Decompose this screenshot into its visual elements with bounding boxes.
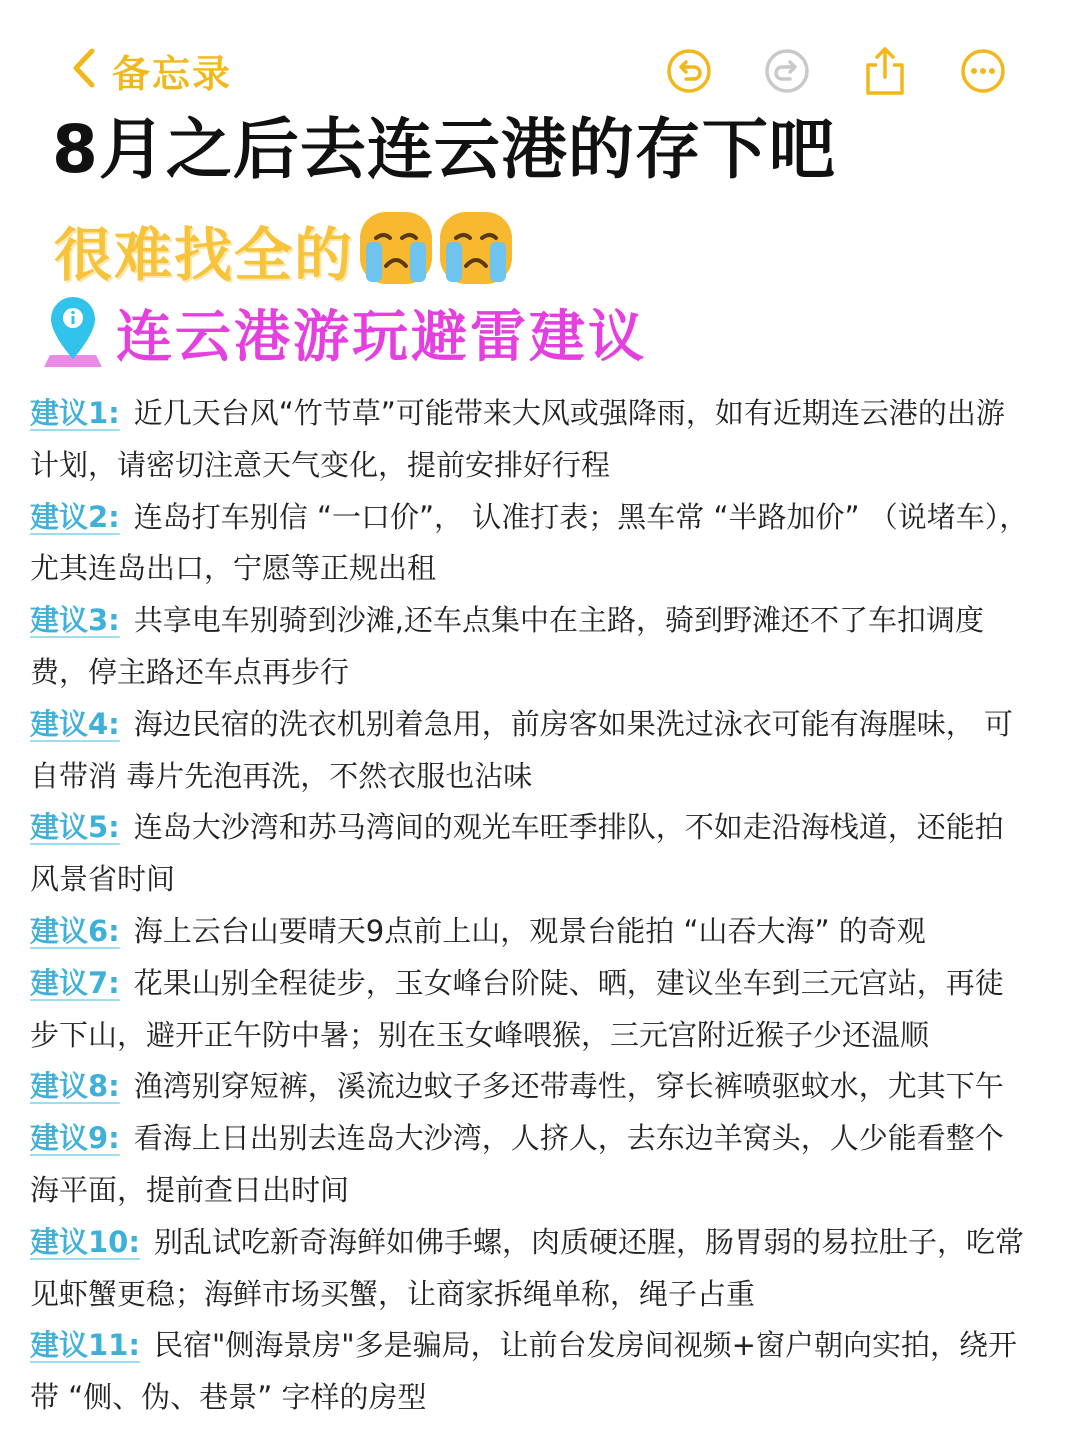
share-icon[interactable] [858, 44, 912, 98]
tip-label: 建议3: [30, 603, 120, 638]
list-item [30, 906, 1030, 958]
tip-text: 看海上日出别去连岛大沙湾，人挤人，去东边羊窝头，人少能看整个海平面，提前查日出时间 [30, 1121, 1004, 1207]
back-label: 备忘录 [112, 51, 233, 96]
tip-label: 建议4: [30, 706, 120, 741]
list-item [30, 492, 1030, 596]
undo-icon[interactable] [662, 44, 716, 98]
location-pin-icon [42, 293, 104, 373]
redo-icon[interactable] [760, 44, 814, 98]
subtitle-text: 很难找全的 [54, 221, 355, 289]
crying-face-icon [438, 210, 514, 290]
navigation-bar [0, 0, 1080, 110]
list-item [30, 1320, 1030, 1424]
tip-label: 建议11: [30, 1328, 140, 1363]
tips-list [30, 388, 1030, 1424]
tip-text: 民宿"侧海景房"多是骗局，让前台发房间视频+窗户朝向实拍，绕开带 “侧、伪、巷景” 字样的房型 [30, 1328, 1017, 1415]
tip-text: 渔湾别穿短裤，溪流边蚊子多还带毒性，穿长裤喷驱蚊水，尤其下午 [133, 1069, 1004, 1104]
section-heading [42, 292, 647, 374]
list-item [30, 388, 1030, 492]
list-item [30, 802, 1030, 906]
subtitle [54, 208, 514, 292]
tip-label: 建议2: [30, 499, 120, 534]
list-item [30, 595, 1030, 699]
list-item [30, 1217, 1030, 1321]
more-icon[interactable] [956, 44, 1010, 98]
list-item [30, 1113, 1030, 1217]
tip-text: 共享电车别骑到沙滩,还车点集中在主路，骑到野滩还不了车扣调度费，停主路还车点再步行 [30, 603, 985, 689]
tip-label: 建议5: [30, 810, 120, 845]
tip-text: 连岛打车别信 “一口价”， 认准打表；黑车常 “半路加价” （说堵车），尤其连岛出口，宁愿等正规出租 [30, 499, 1029, 586]
section-heading-text: 连云港游玩避雷建议 [116, 305, 647, 370]
tip-text: 花果山别全程徒步，玉女峰台阶陡、晒，建议坐车到三元宫站，再徒步下山，避开正午防中暑；别在玉女峰喂猴，三元宫附近猴子少还温顺 [30, 965, 1004, 1052]
tip-label: 建议7: [30, 965, 120, 1000]
list-item [30, 958, 1030, 1062]
tip-label: 建议8: [30, 1069, 120, 1104]
crying-face-icon [358, 210, 434, 290]
list-item [30, 699, 1030, 803]
tip-text: 海上云台山要晴天9点前上山，观景台能拍 “山吞大海” 的奇观 [133, 913, 926, 948]
tip-text: 别乱试吃新奇海鲜如佛手螺，肉质硬还腥，肠胃弱的易拉肚子，吃常见虾蟹更稳；海鲜市场买蟹，让商家拆绳单称，绳子占重 [30, 1224, 1024, 1311]
chevron-left-icon [70, 47, 98, 93]
back-button[interactable] [70, 40, 232, 100]
note-title: 8月之后去连云港的存下吧 [52, 111, 836, 188]
tip-text: 海边民宿的洗衣机别着急用，前房客如果洗过泳衣可能有海腥味， 可自带消 毒片先泡再洗，不然衣服也沾味 [30, 706, 1014, 793]
tip-text: 连岛大沙湾和苏马湾间的观光车旺季排队，不如走沿海栈道，还能拍风景省时间 [30, 810, 1004, 897]
list-item [30, 1061, 1030, 1113]
toolbar [662, 40, 1010, 102]
tip-label: 建议10: [30, 1224, 140, 1259]
tip-label: 建议9: [30, 1121, 120, 1156]
tip-label: 建议6: [30, 913, 120, 948]
tip-text: 近几天台风“竹节草”可能带来大风或强降雨，如有近期连云港的出游计划，请密切注意天气变化，提前安排好行程 [30, 396, 1005, 482]
tip-label: 建议1: [30, 396, 120, 430]
